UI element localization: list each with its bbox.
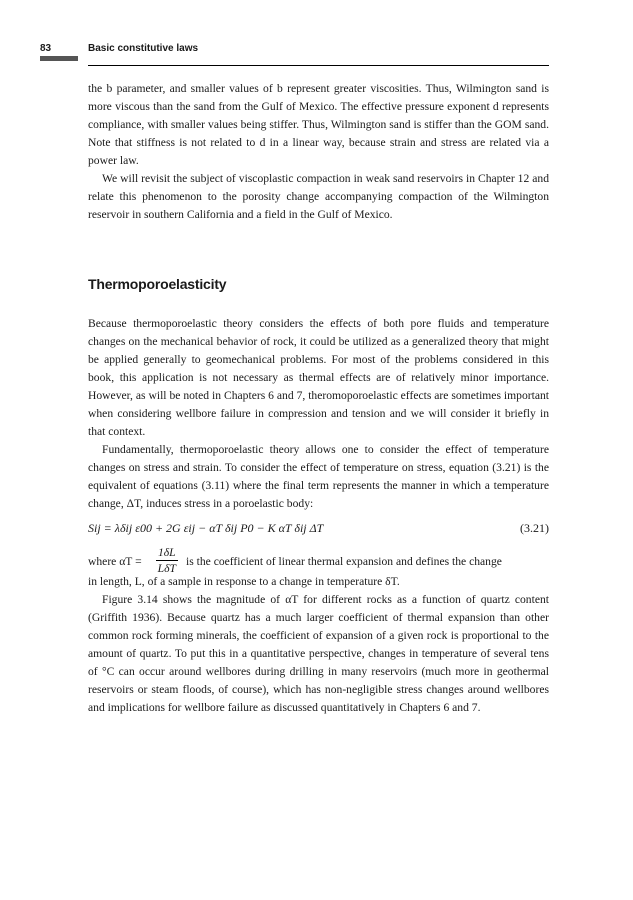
equation-expression: Sij = λδij ε00 + 2G εij − αT δij P0 − K αT δij ΔT (88, 521, 324, 535)
equation-number: (3.21) (520, 521, 549, 535)
alpha-fraction (156, 545, 178, 576)
where-prefix: where αT = (88, 555, 142, 568)
page-number: 83 (40, 43, 52, 54)
paragraph-3: Figure 3.14 shows the magnitude of αT for different rocks as a function of quartz content (Griffith 1936). Because quartz has a much larger coefficient of thermal expansion than other common rock forming minerals, the coefficient of expansion of a given rock is proportional to the amount of quartz. To put this in a quantitative perspective, changes in temperature of several tens of °C can occur around wellbores during drilling in many reservoirs (much more in geothermal reservoirs or steam floods, of course), which has non-negligible stress changes around wellbores and implications for wellbore failure as discussed quantitatively in Chapters 6 and 7. (88, 593, 549, 714)
paragraph-2: Fundamentally, thermoporoelastic theory allows one to consider the effect of temperature changes on stress and strain. To consider the effect of temperature on stress, equation (3.21) is the equivalent of equations (3.11) where the final term represents the manner in which a temperature change, ΔT, induces stress in a poroelastic body: (88, 443, 549, 510)
fraction-numerator: 1δL (158, 546, 176, 559)
section-heading: Thermoporoelasticity (88, 276, 227, 292)
revisit-paragraph: We will revisit the subject of viscoplastic compaction in weak sand reservoirs in Chapter 12 and relate this phenomenon to the porosity change accompanying compaction of the Wilmington reservoir in southern California and a field in the Gulf of Mexico. (88, 172, 549, 221)
where-definition: is the coefficient of linear thermal expansion and defines the change (186, 555, 502, 568)
where-continuation: in length, L, of a sample in response to a change in temperature δT. (88, 575, 400, 588)
thermo-block (88, 315, 549, 513)
header-bar (40, 56, 78, 61)
intro-paragraph: the b parameter, and smaller values of b represent greater viscosities. Thus, Wilmington sand is more viscous than the sand from the Gulf of Mexico. The effective pressure exponent d represents compliance, with smaller values being stiffer. Thus, Wilmington sand is stiffer than the GOM sand. Note that stiffness is not related to d in a linear way, because strain and stress are related via a power law. (88, 82, 549, 167)
header-rule (88, 65, 549, 66)
paragraph-1: Because thermoporoelastic theory considers the effects of both pore fluids and temperature changes on the mechanical behavior of rock, it could be utilized as a generalized theory that might be applied generally to geomechanical problems. For most of the problems considered in this book, this application is not necessary as thermal effects are of relatively minor importance. However, as will be noted in Chapters 6 and 7, theromoporoelastic effects are sometimes important when considering wellbore failure in compression and tension and we will consider it briefly in that context. (88, 317, 549, 438)
fraction-denominator: LδT (157, 562, 176, 575)
running-title: Basic constitutive laws (88, 43, 199, 54)
closing-block (88, 573, 549, 717)
intro-block (88, 80, 549, 224)
equation-3-21 (88, 521, 549, 541)
